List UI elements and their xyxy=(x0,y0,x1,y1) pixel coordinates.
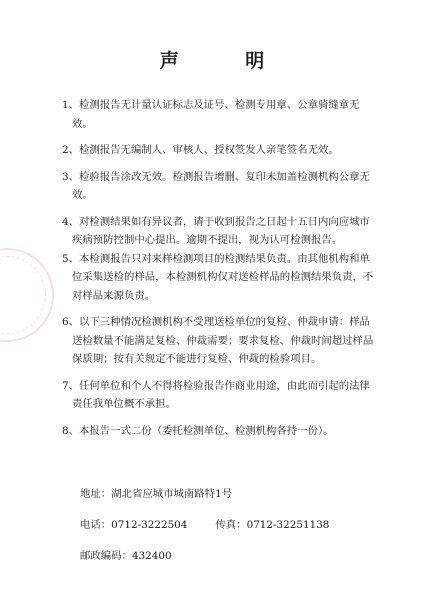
statement-item-4: 4、对检测结果如有异议者，请于收到报告之日起十五日内向应城市疾病预防控制中心提出。逾期不提出，视为认可检测报告。 xyxy=(62,215,370,246)
statement-item-5: 5、本检测报告只对来样检测项目的检测结果负责。由其他机构和单位采集送检的样品，本检测机构仅对送检样品的检测结果负责，不对样品来源负责。 xyxy=(62,252,374,302)
red-seal-stamp-inner-ring xyxy=(0,256,46,334)
statement-item-7: 7、任何单位和个人不得将检验报告作商业用途，由此而引起的法律责任我单位概不承担。 xyxy=(62,379,370,410)
postcode-label: 邮政编码： xyxy=(80,550,132,562)
contact-footer xyxy=(80,488,400,581)
address-label: 地址： xyxy=(80,488,112,500)
address-value: 湖北省应城市城南路特1号 xyxy=(111,488,233,500)
phone-label: 电话： xyxy=(80,519,112,531)
postcode-value: 432400 xyxy=(131,550,172,562)
statement-item-6: 6、以下三种情况检测机构不受理送检单位的复检、仲裁申请：样品送检数量不能满足复检、仲裁需要；要求复检、仲裁时间超过样品保质期；按有关规定不能进行复检、仲裁的检验项目。 xyxy=(62,316,374,365)
statement-item-2: 2、检测报告无编制人、审核人、授权签发人亲笔签名无效。 xyxy=(62,144,339,156)
postcode-row xyxy=(80,550,400,562)
address-row xyxy=(80,488,400,500)
fax-label: 传真： xyxy=(215,519,247,531)
statement-item-8: 8、本报告一式二份（委托检测单位、检测机构各持一份）。 xyxy=(62,424,334,437)
phone-fax-row xyxy=(80,519,400,531)
phone-value: 0712-3222504 xyxy=(111,519,188,531)
statement-list xyxy=(62,96,380,440)
page-title: 声 明 xyxy=(159,50,295,72)
red-seal-stamp xyxy=(0,248,54,342)
fax-value: 0712-32251138 xyxy=(246,519,330,531)
statement-item-1: 1、检测报告无计量认证标志及证号、检测专用章、公章骑缝章无效。 xyxy=(62,99,360,130)
statement-item-3: 3、检验报告涂改无效。检测报告增删、复印未加盖检测机构公章无效。 xyxy=(62,170,370,201)
